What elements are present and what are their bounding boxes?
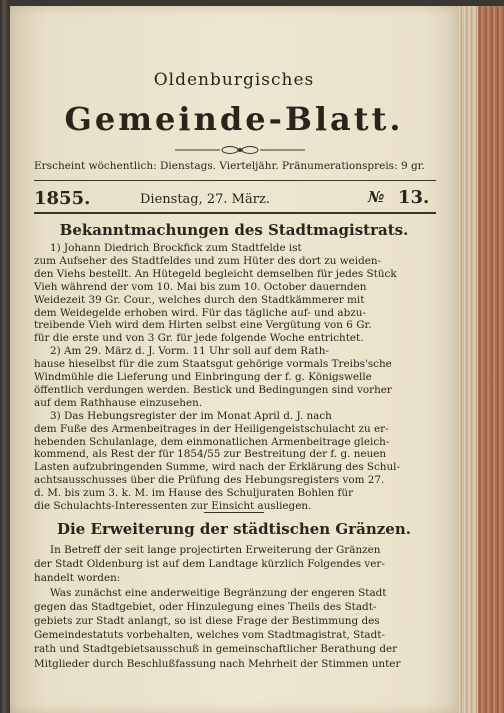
text-line: Lasten aufzubringenden Summe, wird nach der Erklärung des Schul- [34,461,401,474]
binding-edge [478,6,504,713]
text-line: kommend, als Rest der für 1854/55 zur Bestreitung der f. g. neuen [34,448,387,461]
text-line: achtsausschusses über die Prüfung des Hebungsregisters vom 27. [34,474,385,487]
text-line: Vieh während der vom 10. Mai bis zum 10. October dauernden [34,280,367,293]
text-line: für die erste und von 3 Gr. für jede folgende Woche entrichtet. [34,332,364,345]
section2-body [34,544,436,674]
text-line: hebenden Schulanlage, dem einmonatlichen Armenbeitrage gleich- [34,435,390,448]
text-line: d. M. bis zum 3. k. M. im Hause des Schuljuraten Bohlen für [34,487,354,500]
text-line: treibende Vieh wird dem Hirten selbst eine Vergütung von 6 Gr. [34,319,372,332]
issue-year: 1855. [34,188,91,209]
text-line: den Viehs bestellt. An Hütegeld begleicht demselben für jedes Stück [34,267,397,280]
text-line: Weidezeit 39 Gr. Cour., welches durch den Stadtkämmerer mit [34,293,365,306]
text-line: zum Aufseher des Stadtfeldes und zum Hüter des dort zu weiden- [34,254,382,267]
text-line: auf dem Rathhause einzusehen. [34,396,203,409]
text-line: hause hieselbst für die zum Staatsgut gehörige vormals Treibs'sche [34,358,392,371]
text-line: die Schulachts-Interessenten zur Einsicht ausliegen. [34,500,312,512]
divider-top [34,180,436,181]
text-line: gebiets zur Stadt anlangt, so ist diese Frage der Bestimmung des [34,615,380,627]
masthead-kicker: Oldenburgisches [153,70,315,90]
text-line: der Stadt Oldenburg ist auf dem Landtage kürzlich Folgendes ver- [34,558,385,571]
text-line: Was zunächst eine anderweitige Begränzung der engeren Stadt [50,586,387,599]
divider-bottom [34,212,436,214]
section-separator [204,512,264,513]
section2-heading: Die Erweiterung der städtischen Gränzen. [57,520,411,538]
text-line: dem Weidegelde erhoben wird. Für das tägliche auf- und abzu- [34,306,366,319]
section1-heading: Bekanntmachungen des Stadtmagistrats. [59,221,409,239]
issue-number-symbol: № [368,188,385,206]
text-line: 2) Am 29. März d. J. Vorm. 11 Uhr soll auf dem Rath- [50,345,329,358]
issue-number: 13. [398,187,430,208]
masthead-subline: Erscheint wöchentlich: Dienstags. Vierteljähr. Pränumerationspreis: 9 gr. [34,160,425,172]
text-line: 3) Das Hebungsregister der im Monat April d. J. nach [50,409,332,422]
ornament-divider-icon [175,145,305,155]
masthead-title: Gemeinde-Blatt. [64,100,404,138]
text-line: 1) Johann Diedrich Brockfick zum Stadtfelde ist [50,242,302,254]
text-line: Gemeindestatuts vorbehalten, welches vom Stadtmagistrat, Stadt- [34,629,385,642]
text-line: Mitglieder durch Beschlußfassung nach Mehrheit der Stimmen unter [34,657,401,670]
text-line: rath und Stadtgebietsausschuß in gemeinschaftlicher Berathung der [34,643,398,656]
section1-body [34,242,436,517]
text-line: dem Fuße des Armenbeitrages in der Heiligengeistschulacht zu er- [34,422,389,435]
page-edge [458,6,504,713]
text-line: handelt worden: [34,572,121,585]
text-line: gegen das Stadtgebiet, oder Hinzulegung eines Theils des Stadt- [34,600,377,613]
issue-date: Dienstag, 27. März. [140,192,270,207]
text-line: öffentlich verdungen werden. Bestick und Bedingungen sind vorher [34,383,392,396]
text-line: In Betreff der seit lange projectirten Erweiterung der Gränzen [50,544,381,556]
text-line: Windmühle die Lieferung und Einbringung der f. g. Königswelle [34,371,372,383]
